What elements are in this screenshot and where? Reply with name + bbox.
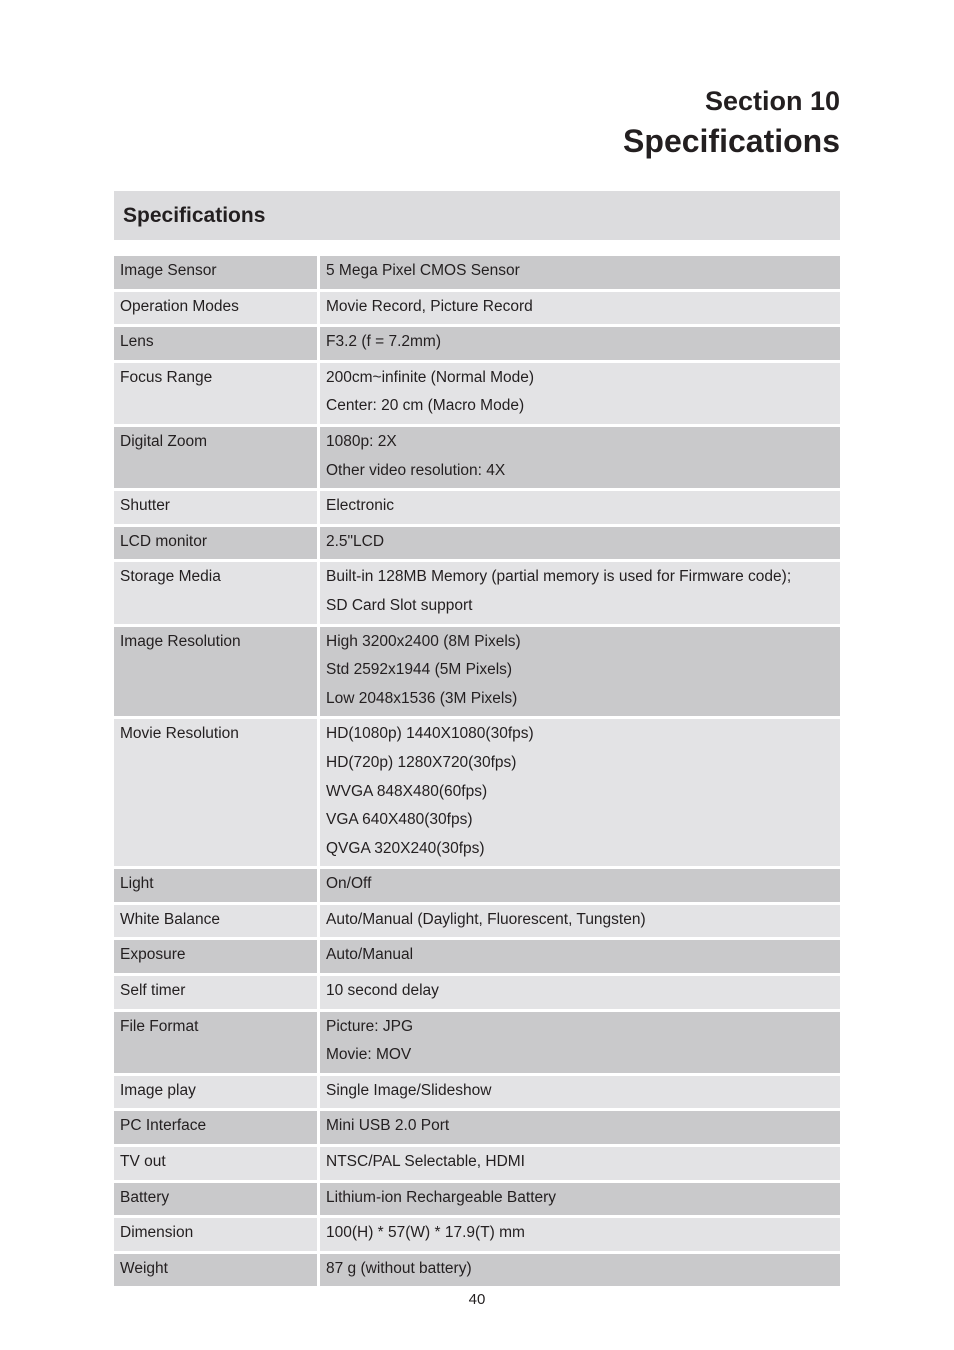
- spec-value-line: Single Image/Slideshow: [326, 1081, 492, 1099]
- spec-label-text: Shutter: [120, 497, 170, 515]
- section-number: Section 10: [704, 86, 840, 116]
- spec-value: [320, 976, 840, 1009]
- spec-value: [320, 527, 840, 560]
- specifications-table: [114, 256, 840, 1289]
- table-row: [114, 869, 840, 902]
- spec-value-line: Mini USB 2.0 Port: [326, 1117, 450, 1135]
- spec-value-line: Std 2592x1944 (5M Pixels): [326, 661, 513, 679]
- spec-value-line: 100(H) * 57(W) * 17.9(T) mm: [326, 1224, 525, 1242]
- spec-label: [114, 719, 317, 866]
- spec-label-text: Operation Modes: [120, 297, 239, 315]
- spec-value: [320, 1254, 840, 1287]
- spec-label: [114, 491, 317, 524]
- spec-label: [114, 1111, 317, 1144]
- table-row: [114, 427, 840, 488]
- spec-label-text: PC Interface: [120, 1117, 207, 1135]
- spec-value-line: SD Card Slot support: [326, 596, 473, 614]
- table-row: [114, 363, 840, 424]
- spec-value: [320, 292, 840, 325]
- spec-label-text: Dimension: [120, 1224, 194, 1242]
- table-row: [114, 976, 840, 1009]
- spec-label: [114, 1076, 317, 1109]
- spec-label: [114, 527, 317, 560]
- table-row: [114, 1147, 840, 1180]
- spec-label: [114, 940, 317, 973]
- spec-label: [114, 976, 317, 1009]
- spec-value: [320, 327, 840, 360]
- spec-label: [114, 905, 317, 938]
- table-row: [114, 491, 840, 524]
- spec-value-line: Movie Record, Picture Record: [326, 297, 533, 315]
- spec-value-line: 87 g (without battery): [326, 1259, 472, 1277]
- spec-label: [114, 327, 317, 360]
- banner-title: Specifications: [123, 203, 266, 227]
- table-row: [114, 256, 840, 289]
- spec-value: [320, 1111, 840, 1144]
- spec-value: [320, 1183, 840, 1216]
- section-title: Specifications: [623, 123, 840, 159]
- table-row: [114, 1012, 840, 1073]
- spec-value-line: NTSC/PAL Selectable, HDMI: [326, 1153, 525, 1171]
- spec-label: [114, 1254, 317, 1287]
- spec-label: [114, 627, 317, 717]
- spec-value-line: 10 second delay: [326, 982, 439, 1000]
- spec-label-text: Storage Media: [120, 568, 221, 586]
- spec-value-line: HD(1080p) 1440X1080(30fps): [326, 725, 534, 743]
- spec-label-text: Battery: [120, 1188, 170, 1206]
- spec-value-line: Movie: MOV: [326, 1046, 412, 1064]
- spec-value: [320, 491, 840, 524]
- spec-label-text: Weight: [120, 1259, 168, 1277]
- spec-value: [320, 627, 840, 717]
- spec-value: [320, 1147, 840, 1180]
- spec-label: [114, 363, 317, 424]
- spec-value-line: F3.2 (f = 7.2mm): [326, 333, 441, 351]
- spec-value-line: Center: 20 cm (Macro Mode): [326, 397, 525, 415]
- spec-value-line: Built-in 128MB Memory (partial memory is used for Firmware code);: [326, 568, 792, 586]
- spec-value: [320, 719, 840, 866]
- table-row: [114, 1183, 840, 1216]
- spec-value: [320, 905, 840, 938]
- spec-value-line: Other video resolution: 4X: [326, 461, 506, 479]
- spec-label-text: File Format: [120, 1017, 199, 1035]
- spec-value-line: WVGA 848X480(60fps): [326, 782, 488, 800]
- spec-label: [114, 256, 317, 289]
- spec-label-text: Lens: [120, 333, 154, 351]
- spec-value-line: Picture: JPG: [326, 1017, 413, 1035]
- table-row: [114, 527, 840, 560]
- spec-label-text: Light: [120, 875, 154, 893]
- spec-value-line: Lithium-ion Rechargeable Battery: [326, 1188, 557, 1206]
- spec-value: [320, 1012, 840, 1073]
- spec-value: [320, 1076, 840, 1109]
- spec-value-line: Auto/Manual (Daylight, Fluorescent, Tungsten): [326, 910, 646, 928]
- spec-label: [114, 427, 317, 488]
- spec-label: [114, 1012, 317, 1073]
- spec-value-line: Auto/Manual: [326, 946, 414, 964]
- spec-label-text: Movie Resolution: [120, 725, 239, 743]
- table-row: [114, 905, 840, 938]
- table-row: [114, 1076, 840, 1109]
- spec-label-text: Exposure: [120, 946, 186, 964]
- table-row: [114, 327, 840, 360]
- spec-label-text: TV out: [120, 1153, 166, 1171]
- page-number: 40: [468, 1291, 486, 1308]
- spec-label: [114, 869, 317, 902]
- spec-label-text: Self timer: [120, 982, 186, 1000]
- spec-label-text: Image play: [120, 1081, 196, 1099]
- spec-value: [320, 427, 840, 488]
- spec-value: [320, 869, 840, 902]
- page-header: [623, 84, 840, 162]
- spec-label-text: Image Resolution: [120, 632, 241, 650]
- spec-label-text: White Balance: [120, 910, 220, 928]
- table-row: [114, 719, 840, 866]
- spec-label: [114, 562, 317, 623]
- table-row: [114, 1111, 840, 1144]
- spec-label-text: LCD monitor: [120, 532, 207, 550]
- spec-label-text: Focus Range: [120, 368, 213, 386]
- spec-value-line: VGA 640X480(30fps): [326, 811, 473, 829]
- spec-value-line: Low 2048x1536 (3M Pixels): [326, 689, 518, 707]
- table-row: [114, 940, 840, 973]
- spec-value: [320, 256, 840, 289]
- spec-label: [114, 1147, 317, 1180]
- specifications-banner: [114, 191, 840, 240]
- spec-value-line: 200cm~infinite (Normal Mode): [326, 368, 535, 386]
- spec-value: [320, 363, 840, 424]
- spec-value: [320, 562, 840, 623]
- spec-value-line: High 3200x2400 (8M Pixels): [326, 632, 521, 650]
- spec-value-line: 1080p: 2X: [326, 432, 397, 450]
- table-row: [114, 1218, 840, 1251]
- table-row: [114, 562, 840, 623]
- spec-value-line: QVGA 320X240(30fps): [326, 839, 485, 857]
- spec-value-line: On/Off: [326, 875, 372, 893]
- table-row: [114, 292, 840, 325]
- spec-label-text: Digital Zoom: [120, 432, 207, 450]
- spec-label: [114, 1183, 317, 1216]
- spec-value-line: HD(720p) 1280X720(30fps): [326, 753, 517, 771]
- spec-value: [320, 940, 840, 973]
- spec-label: [114, 1218, 317, 1251]
- spec-label: [114, 292, 317, 325]
- spec-value-line: 2.5"LCD: [326, 532, 385, 550]
- table-row: [114, 1254, 840, 1287]
- spec-label-text: Image Sensor: [120, 262, 217, 279]
- spec-value-line: 5 Mega Pixel CMOS Sensor: [326, 262, 520, 279]
- spec-value: [320, 1218, 840, 1251]
- table-row: [114, 627, 840, 717]
- spec-value-line: Electronic: [326, 497, 395, 515]
